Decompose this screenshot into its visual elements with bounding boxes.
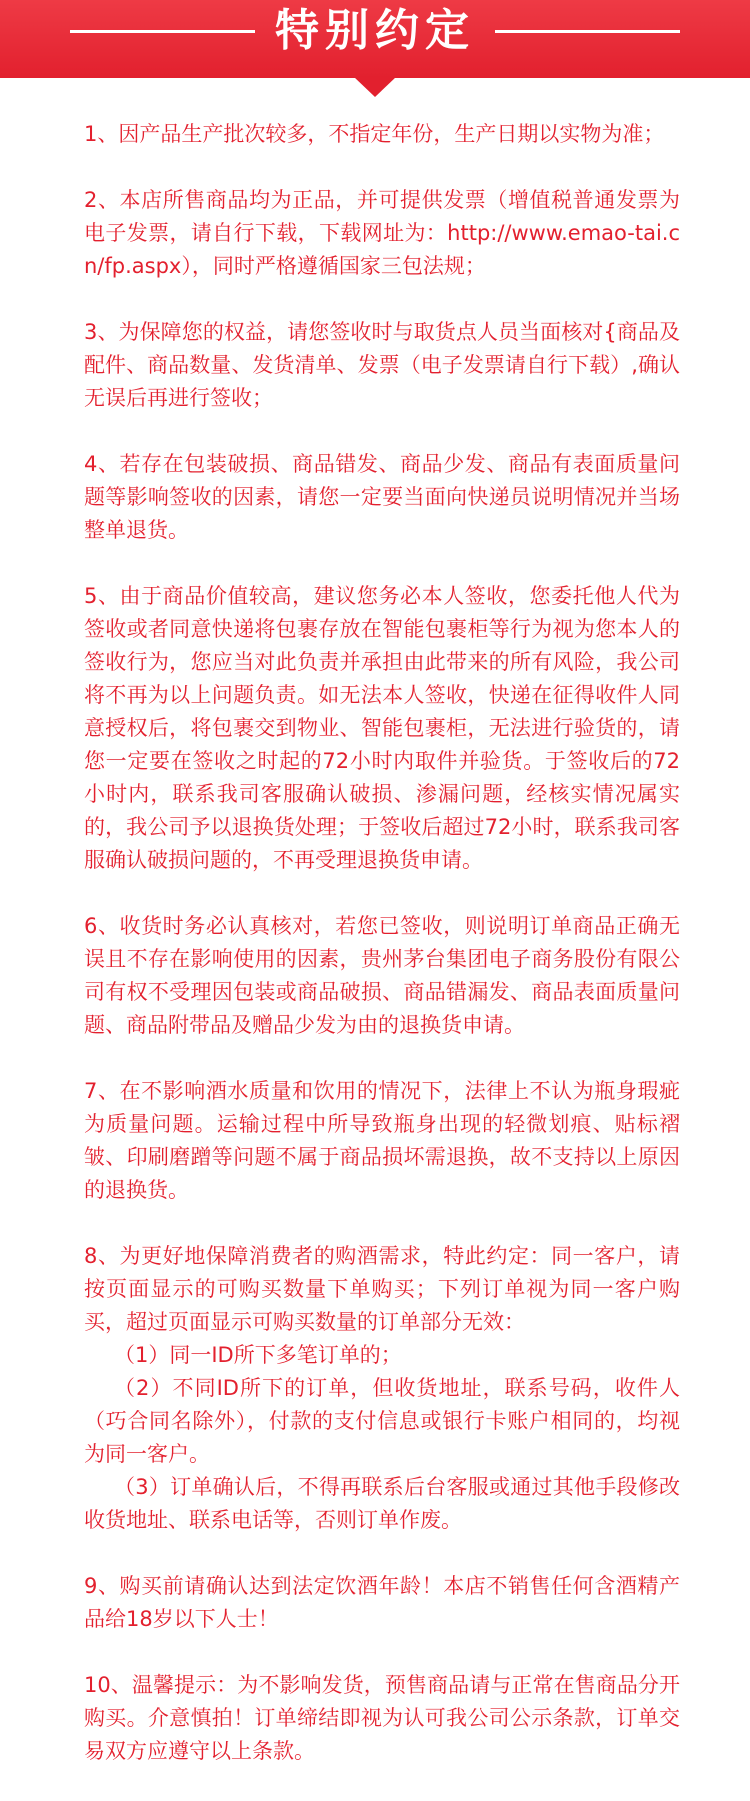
term-item-8-sub-2: （2）不同ID所下的订单，但收货地址，联系号码，收件人（巧合同名除外），付款的支付信息或银行卡账户相同的，均视为同一客户。 bbox=[84, 1376, 680, 1466]
term-item-1: 1、因产品生产批次较多，不指定年份，生产日期以实物为准； bbox=[84, 122, 665, 146]
banner-line-left bbox=[70, 30, 255, 33]
header-banner bbox=[0, 0, 750, 78]
page-title: 特别约定 bbox=[275, 5, 475, 56]
term-item-4: 4、若存在包装破损、商品错发、商品少发、商品有表面质量问题等影响签收的因素，请您一定要当面向快递员说明情况并当场整单退货。 bbox=[84, 452, 680, 542]
term-item-7: 7、在不影响酒水质量和饮用的情况下，法律上不认为瓶身瑕疵为质量问题。运输过程中所导致瓶身出现的轻微划痕、贴标褶皱、印刷磨蹭等问题不属于商品损坏需退换，故不支持以上原因的退换货。 bbox=[84, 1079, 680, 1202]
term-item-3: 3、为保障您的权益，请您签收时与取货点人员当面核对{商品及配件、商品数量、发货清单、发票（电子发票请自行下载）,确认无误后再进行签收； bbox=[84, 320, 680, 410]
terms-content bbox=[84, 118, 680, 1801]
term-item-8-sub-1: （1）同一ID所下多笔订单的； bbox=[114, 1343, 402, 1367]
term-item-9: 9、购买前请确认达到法定饮酒年龄！本店不销售任何含酒精产品给18岁以下人士！ bbox=[84, 1574, 680, 1631]
term-item-6: 6、收货时务必认真核对，若您已签收，则说明订单商品正确无误且不存在影响使用的因素，贵州茅台集团电子商务股份有限公司有权不受理因包装或商品破损、商品错漏发、商品表面质量问题、商品附带品及赠品少发为由的退换货申请。 bbox=[84, 914, 680, 1037]
term-item-8-intro: 8、为更好地保障消费者的购酒需求，特此约定：同一客户，请按页面显示的可购买数量下单购买；下列订单视为同一客户购买，超过页面显示可购买数量的订单部分无效： bbox=[84, 1244, 680, 1334]
banner-notch bbox=[354, 77, 396, 97]
term-item-2: 2、本店所售商品均为正品，并可提供发票（增值税普通发票为电子发票，请自行下载，下载网址为：http://www.emao-tai.cn/fp.aspx），同时严格遵循国家三包法规； bbox=[84, 188, 680, 278]
term-item-8 bbox=[84, 1240, 680, 1537]
term-item-10: 10、温馨提示：为不影响发货，预售商品请与正常在售商品分开购买。介意慎拍！订单缔结即视为认可我公司公示条款，订单交易双方应遵守以上条款。 bbox=[84, 1673, 680, 1763]
banner-line-right bbox=[495, 30, 680, 33]
term-item-5: 5、由于商品价值较高，建议您务必本人签收，您委托他人代为签收或者同意快递将包裹存放在智能包裹柜等行为视为您本人的签收行为，您应当对此负责并承担由此带来的所有风险，我公司将不再为以上问题负责。如无法本人签收，快递在征得收件人同意授权后，将包裹交到物业、智能包裹柜，无法进行验货的，请您一定要在签收之时起的72小时内取件并验货。于签收后的72小时内，联系我司客服确认破损、渗漏问题，经核实情况属实的，我公司予以退换货处理；于签收后超过72小时，联系我司客服确认破损问题的，不再受理退换货申请。 bbox=[84, 584, 680, 872]
term-item-8-sub-3: （3）订单确认后，不得再联系后台客服或通过其他手段修改收货地址、联系电话等，否则订单作废。 bbox=[84, 1475, 680, 1532]
